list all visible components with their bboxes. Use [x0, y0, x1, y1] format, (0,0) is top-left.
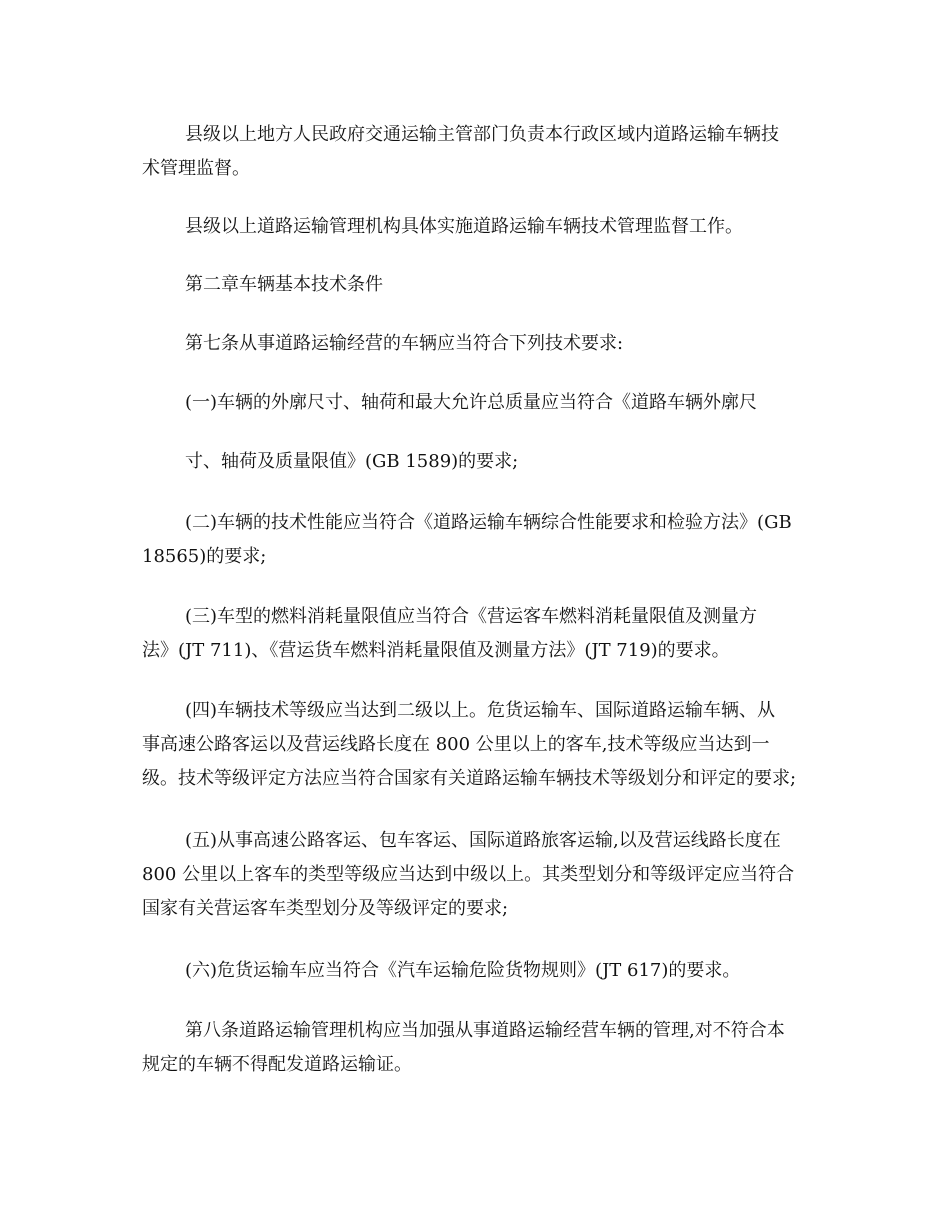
- article-7-heading: [142, 327, 832, 361]
- paragraph-item-1: [142, 386, 832, 420]
- paragraph-line: 事高速公路客运以及营运线路长度在 800 公里以上的客车,技术等级应当达到一: [142, 734, 770, 755]
- paragraph-item-5: [142, 824, 832, 926]
- paragraph-item-6: [142, 954, 832, 988]
- chapter-heading: [142, 268, 832, 302]
- article-8-paragraph: [142, 1014, 832, 1082]
- paragraph-line: (一)车辆的外廓尺寸、轴荷和最大允许总质量应当符合《道路车辆外廓尺: [185, 392, 758, 413]
- paragraph-line: 第七条从事道路运输经营的车辆应当符合下列技术要求:: [185, 333, 624, 354]
- paragraph-1: [142, 118, 832, 186]
- paragraph-line: 级。技术等级评定方法应当符合国家有关道路运输车辆技术等级划分和评定的要求;: [142, 768, 797, 789]
- paragraph-line: 第二章车辆基本技术条件: [185, 274, 383, 295]
- paragraph-line: 第八条道路运输管理机构应当加强从事道路运输经营车辆的管理,对不符合本: [185, 1020, 785, 1041]
- paragraph-line: 国家有关营运客车类型划分及等级评定的要求;: [142, 898, 509, 919]
- paragraph-line: (五)从事高速公路客运、包车客运、国际道路旅客运输,以及营运线路长度在: [185, 830, 781, 851]
- paragraph-line: 寸、轴荷及质量限值》(GB 1589)的要求;: [185, 451, 519, 472]
- paragraph-line: (二)车辆的技术性能应当符合《道路运输车辆综合性能要求和检验方法》(GB: [185, 512, 792, 533]
- paragraph-line: 法》(JT 711)、《营运货车燃料消耗量限值及测量方法》(JT 719)的要求。: [142, 640, 730, 661]
- paragraph-line: 18565)的要求;: [142, 546, 267, 567]
- paragraph-item-4: [142, 694, 832, 796]
- paragraph-item-3: [142, 600, 832, 668]
- paragraph-item-1-continued: [142, 445, 832, 479]
- paragraph-line: (三)车型的燃料消耗量限值应当符合《营运客车燃料消耗量限值及测量方: [185, 606, 758, 627]
- paragraph-line: (六)危货运输车应当符合《汽车运输危险货物规则》(JT 617)的要求。: [185, 960, 741, 981]
- paragraph-line: (四)车辆技术等级应当达到二级以上。危货运输车、国际道路运输车辆、从: [185, 700, 776, 721]
- paragraph-line: 县级以上道路运输管理机构具体实施道路运输车辆技术管理监督工作。: [185, 216, 743, 237]
- paragraph-line: 术管理监督。: [142, 158, 250, 179]
- paragraph-item-2: [142, 506, 832, 574]
- paragraph-line: 县级以上地方人民政府交通运输主管部门负责本行政区域内道路运输车辆技: [185, 124, 779, 145]
- paragraph-line: 规定的车辆不得配发道路运输证。: [142, 1054, 412, 1075]
- paragraph-2: [142, 210, 832, 244]
- paragraph-line: 800 公里以上客车的类型等级应当达到中级以上。其类型划分和等级评定应当符合: [142, 864, 795, 885]
